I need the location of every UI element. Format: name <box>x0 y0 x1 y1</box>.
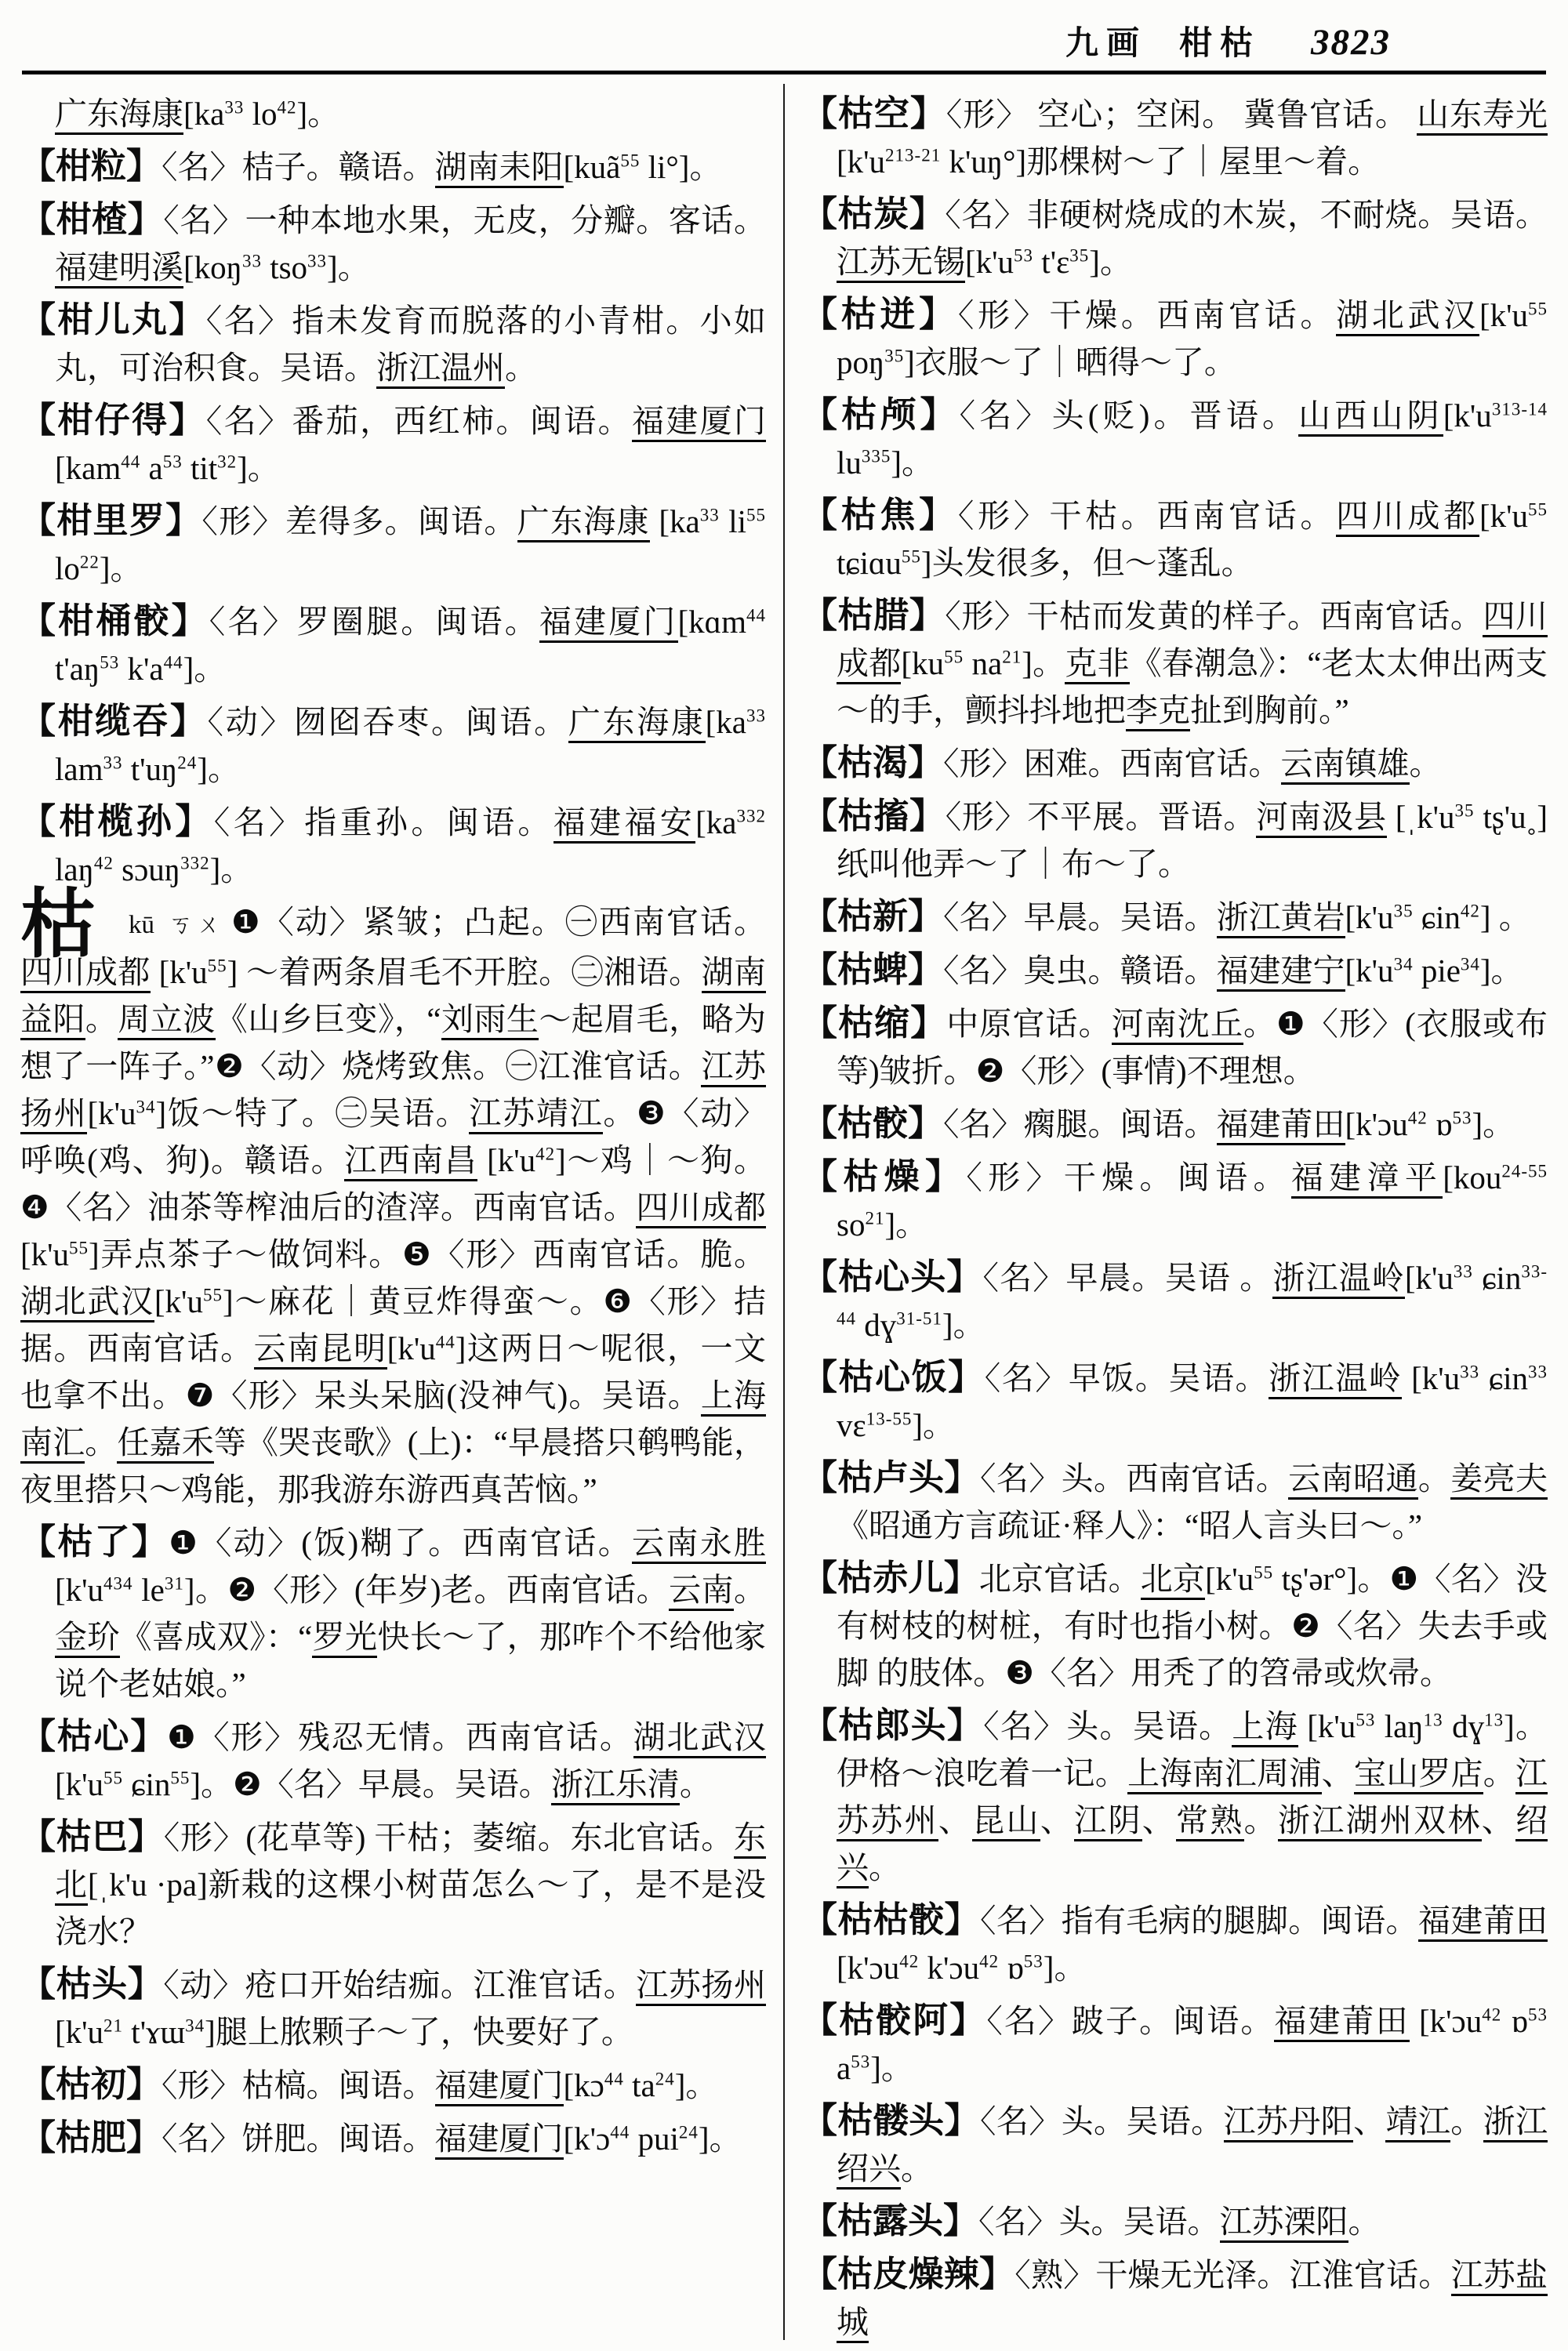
dictionary-entry <box>802 1354 1548 1449</box>
tone-superscript: 13 <box>1484 1710 1504 1730</box>
entry-headword: 【柑里罗】 <box>20 501 202 540</box>
tone-superscript: 44 <box>163 652 183 673</box>
proper-noun-underline: 刘雨生 <box>441 1001 539 1040</box>
entry-body: 〈形〉(花草等) 干枯；萎缩。东北官话。东北[ˌk'u ·pa]新栽的这棵小树苗怎么～了，是不是没浇水？ <box>55 1819 767 1950</box>
proper-noun-underline: 江苏扬州 <box>20 1048 766 1134</box>
proper-noun-underline: 云南昆明 <box>254 1330 387 1370</box>
entry-body: 〈名〉指重孙。闽语。福建福安[$ka^{332}$ laŋ$^{42}$ sɔuŋ$^{332}$]。 <box>55 804 767 887</box>
dictionary-entry <box>802 492 1548 586</box>
entry-body: 〈形〉干枯。西南官话。四川成都[$k'u^{55}$ tɕiɑu$^{55}$]头发很多，但～蓬乱。 <box>837 498 1548 581</box>
entry-headword: 【柑榄孙】 <box>20 802 214 841</box>
entry-body: ❶〈动〉紧皱；凸起。㊀西南官话。四川成都 $[k'u^{55}]$ ～着两条眉毛不开腔。㊁湘语。湖南益阳。周立波《山乡巨变》，“刘雨生～起眉毛，略为想了一阵子。”❷〈动〉烧烤致焦。㊀江淮官话。江苏扬州$[k'u^{34}]$饭～特了。㊁吴语。江苏靖江。❸〈动〉呼唤(鸡、狗)。赣语。江西南昌 $[k'u^{42}]\sim$鸡｜～狗。❹〈名〉油茶等榨油后的渣滓。西南官话。四川成都$[k'u^{55}]$弄点茶子～做饲料。❺〈形〉西南官话。脆。湖北武汉$[k'u^{55}]\sim$麻花｜黄豆炸得蛮～。❻〈形〉拮据。西南官话。云南昆明$[k'u^{44}]$这两日～呢很，一文也拿不出。❼〈形〉呆头呆脑(没神气)。吴语。上海南汇。任嘉禾等《哭丧歌》(上)：“早晨搭只鹌鸭能，夜里搭只～鸡能，那我游东游西真苦恼。” <box>20 904 767 1507</box>
dictionary-entry <box>802 90 1548 185</box>
dictionary-entry <box>20 597 766 692</box>
tone-superscript: 53 <box>1023 1951 1044 1972</box>
tone-superscript: 55 <box>1254 1562 1274 1583</box>
entry-headword: 【枯露头】 <box>802 2201 979 2240</box>
dictionary-entry <box>802 2251 1548 2346</box>
entry-body: 〈名〉罗圈腿。闽语。福建厦门[kɑm$^{44}$ $t'aŋ^{53}$ $k'a^{44}$]。 <box>55 604 767 687</box>
entry-body: 〈形〉差得多。闽语。广东海康 [$ka^{33}$ $li^{55}$ $lo^{22}$]。 <box>55 503 766 586</box>
proper-noun-underline: 江苏苏州 <box>837 1755 1548 1841</box>
tone-superscript: 33 <box>746 706 767 726</box>
entry-body: 〈名〉一种本地水果，无皮，分瓣。客话。福建明溪[koŋ$^{33}$ tso$^{33}$]。 <box>55 202 766 285</box>
entry-headword: 【枯腊】 <box>802 596 946 635</box>
entry-body: 〈名〉早晨。吴语。浙江黄岩[$k'u^{35}$ ɕin$^{42}$] 。 <box>943 899 1531 935</box>
proper-noun-underline: 四川成都 <box>837 598 1548 684</box>
entry-headword: 【柑桶骹】 <box>20 601 209 640</box>
entry-body: ❶〈形〉残忍无情。西南官话。湖北武汉[$k'u^{55}$ ɕin$^{55}$]。❷〈名〉早晨。吴语。浙江乐清。 <box>55 1719 766 1802</box>
proper-noun-underline: 浙江黄岩 <box>1217 899 1345 938</box>
tone-superscript: 33 <box>241 251 262 271</box>
dictionary-entry <box>802 1100 1548 1148</box>
tone-superscript: 44 <box>746 605 767 626</box>
entry-body: 〈名〉头。西南官话。云南昭通。姜亮夫《昭通方言疏证·释人》：“昭人言头曰～。” <box>837 1460 1548 1544</box>
tone-superscript: 42 <box>979 1951 1000 1972</box>
proper-noun-underline: 李克 <box>1126 692 1190 731</box>
column-divider <box>783 84 785 2340</box>
proper-noun-underline: 福建漳平 <box>1291 1159 1443 1199</box>
tone-superscript: 32 <box>217 452 238 472</box>
tone-superscript: 213-21 <box>885 145 942 165</box>
dictionary-entry <box>802 1000 1548 1094</box>
entry-body: 〈名〉头。吴语。上海 [$k'u^{53}$ laŋ$^{13}$ dɣ$^{13}$]。伊格～浪吃着一记。上海南汇周浦、宝山罗店。江苏苏州、昆山、江阴、常熟。浙江湖州双林、绍兴。 <box>837 1708 1548 1885</box>
stroke-section-label <box>1065 17 1261 64</box>
tone-superscript: 24 <box>655 2069 675 2089</box>
proper-noun-underline: 四川成都 <box>1336 498 1479 537</box>
entry-body: 〈名〉非硬树烧成的木炭，不耐烧。吴语。江苏无锡[$k'u^{53}$ t'ɛ$^{35}$]。 <box>837 197 1548 280</box>
main-character-entry <box>20 883 767 1513</box>
entry-headword: 【枯迸】 <box>802 295 958 334</box>
entry-body: 〈名〉早饭。吴语。浙江温岭 [$k'u^{33}$ ɕin$^{33}$ vɛ$^{13-55}$]。 <box>837 1360 1548 1443</box>
entry-headword: 【柑仔得】 <box>20 401 206 440</box>
proper-noun-underline: 周立波 <box>118 1001 215 1040</box>
entry-headword: 【枯缩】 <box>802 1003 947 1043</box>
proper-noun-underline: 江阴 <box>1074 1802 1142 1841</box>
proper-noun-underline: 福建福安 <box>554 804 695 844</box>
page-header <box>20 8 1548 67</box>
tone-superscript: 35 <box>1454 800 1475 821</box>
entry-body: 〈形〉干燥。西南官话。湖北武汉[$k'u^{55}$ poŋ$^{35}$]衣服～了｜晒得～了。 <box>837 297 1548 380</box>
tone-superscript: 42 <box>1407 1108 1428 1128</box>
proper-noun-underline: 江苏无锡 <box>837 244 965 283</box>
proper-noun-underline: 云南永胜 <box>632 1525 766 1564</box>
entry-body: 〈形〉干枯而发黄的样子。西南官话。四川成都[$ku^{55}$ $na^{21}$]。克非《春潮急》：“老太太伸出两支～的手，颤抖抖地把李克扯到胸前。” <box>837 598 1548 728</box>
entry-body: 〈形〉 空心；空闲。 冀鲁官话。 山东寿光[$k'u^{213-21}$ k'uŋ°]那棵树～了｜屋里～着。 <box>837 96 1548 180</box>
tone-superscript: 55 <box>207 956 227 976</box>
tone-superscript: 55 <box>1528 499 1548 520</box>
tone-superscript: 33-44 <box>837 1261 1548 1329</box>
tone-superscript: 24 <box>177 753 198 773</box>
entry-body: 〈形〉干燥。闽语。福建漳平[kou$^{24-55}$ $so^{21}$]。 <box>837 1159 1548 1243</box>
entry-headword: 【枯骹】 <box>802 1104 944 1143</box>
proper-noun-underline: 湖北武汉 <box>633 1719 766 1758</box>
proper-noun-underline: 福建建宁 <box>1217 952 1345 992</box>
entry-headword: 【枯炭】 <box>802 194 946 234</box>
entry-headword: 【枯心饭】 <box>802 1358 985 1397</box>
dictionary-entry <box>802 592 1548 734</box>
entry-body: 〈动〉囫囵吞枣。闽语。广东海康[$ka^{33}$ lam$^{33}$ $t'uŋ^{24}$]。 <box>55 704 767 787</box>
dictionary-entry <box>802 739 1548 787</box>
proper-noun-underline: 江西南昌 <box>344 1142 477 1181</box>
header-rule <box>22 71 1546 74</box>
entry-headword: 【枯燥】 <box>802 1157 967 1196</box>
proper-noun-underline: 绍兴 <box>837 1802 1548 1888</box>
proper-noun-underline: 上海 <box>1232 1708 1298 1747</box>
proper-noun-underline: 山东寿光 <box>1417 96 1548 136</box>
proper-noun-underline: 河南沈丘 <box>1112 1006 1243 1045</box>
entry-headword: 【枯渴】 <box>802 743 944 782</box>
proper-noun-underline: 任嘉禾 <box>117 1424 213 1464</box>
entry-body: 广东海康[$ka^{33}$ $lo^{42}$]。 <box>55 96 339 132</box>
proper-noun-underline: 江苏盐城 <box>837 2257 1548 2343</box>
entry-headword: 【枯枯骹】 <box>802 1900 980 1939</box>
dictionary-entry <box>20 1713 766 1808</box>
proper-noun-underline: 福建厦门 <box>539 604 678 643</box>
proper-noun-underline: 罗光 <box>312 1619 377 1658</box>
tone-superscript: 55 <box>170 1768 191 1788</box>
dictionary-entry <box>802 1896 1548 1991</box>
dictionary-entry <box>20 1518 766 1707</box>
dictionary-entry <box>802 190 1548 285</box>
tone-superscript: 33 <box>699 505 720 525</box>
tone-superscript: 44 <box>121 452 141 472</box>
dictionary-entry <box>802 1454 1548 1549</box>
tone-superscript: 21 <box>1002 647 1022 667</box>
proper-noun-underline: 湖南耒阳 <box>435 149 564 188</box>
entry-headword: 【柑粒】 <box>20 147 162 186</box>
entry-headword: 【枯搐】 <box>802 796 946 836</box>
dictionary-entry <box>20 143 766 190</box>
tone-superscript: 335 <box>861 446 891 466</box>
entry-headword: 【枯髅头】 <box>802 2101 980 2140</box>
entry-headword: 【枯肥】 <box>20 2118 162 2157</box>
tone-superscript: 332 <box>736 806 767 826</box>
proper-noun-underline: 云南镇雄 <box>1281 746 1410 785</box>
tone-superscript: 35 <box>1069 245 1090 266</box>
tone-superscript: 53 <box>100 652 120 673</box>
tone-superscript: 313-14 <box>1491 399 1548 419</box>
zhuyin-reading: ㄎㄨ <box>167 911 226 938</box>
tone-superscript: 55 <box>901 546 921 567</box>
entry-headword: 【枯赤儿】 <box>802 1558 979 1598</box>
proper-noun-underline: 河南汲县 <box>1256 799 1387 838</box>
tone-superscript: 53 <box>1356 1710 1376 1730</box>
proper-noun-underline: 昆山 <box>972 1802 1040 1841</box>
tone-superscript: 53 <box>1014 245 1034 266</box>
proper-noun-underline: 靖江 <box>1385 2103 1450 2142</box>
entry-headword: 【枯了】 <box>20 1522 169 1562</box>
tone-superscript: 332 <box>180 853 210 873</box>
tone-superscript: 13 <box>1423 1710 1443 1730</box>
dictionary-entry <box>20 196 766 291</box>
entry-headword: 【柑缆吞】 <box>20 702 208 741</box>
dictionary-entry <box>20 296 766 391</box>
pinyin-reading: kū <box>129 911 154 939</box>
entry-body: 〈名〉头。吴语。江苏溧阳。 <box>978 2204 1381 2243</box>
tone-superscript: 34 <box>185 2015 205 2036</box>
entry-body: 〈名〉跛子。闽语。福建莆田 [k'ɔu$^{42}$ ɒ$^{53}$ $a^{53}$]。 <box>837 2003 1548 2086</box>
entry-headword: 【枯初】 <box>20 2065 162 2104</box>
proper-noun-underline: 上海南汇 <box>20 1377 766 1464</box>
entry-headword: 【枯巴】 <box>20 1817 164 1856</box>
dictionary-entry <box>802 1702 1548 1891</box>
tone-superscript: 31 <box>164 1573 184 1594</box>
tone-superscript: 35 <box>884 346 905 366</box>
proper-noun-underline: 浙江乐清 <box>551 1766 680 1805</box>
entry-body: 〈名〉指未发育而脱落的小青柑。小如丸，可治积食。吴语。浙江温州。 <box>55 303 766 389</box>
entry-body: 〈名〉头。吴语。江苏丹阳、靖江。浙江绍兴。 <box>837 2103 1548 2190</box>
dictionary-entry <box>802 946 1548 994</box>
proper-noun-underline: 江苏溧阳 <box>1220 2204 1348 2243</box>
dictionary-entry <box>20 798 766 893</box>
proper-noun-underline: 宝山罗店 <box>1354 1755 1483 1794</box>
proper-noun-underline: 广东海康 <box>55 96 183 135</box>
dictionary-entry <box>802 1254 1548 1348</box>
entry-body: 〈名〉早晨。吴语 。浙江温岭[$k'u^{33}$ ɕin$^{33-44}$ dɣ$^{31-51}$]。 <box>837 1260 1548 1343</box>
proper-noun-underline: 四川成都 <box>636 1189 766 1228</box>
entry-body: 〈形〉困难。西南官话。云南镇雄。 <box>943 746 1442 785</box>
proper-noun-underline: 福建厦门 <box>632 403 766 442</box>
entry-body: 〈熟〉干燥无光泽。江淮官话。江苏盐城 <box>837 2257 1548 2343</box>
entry-headword: 【枯骹阿】 <box>802 2001 987 2040</box>
dictionary-entry <box>20 1813 766 1955</box>
left-column <box>20 90 766 2351</box>
entry-body: 〈名〉头(贬)。晋语。山西山阴[$k'u^{313-14}$ $lu^{335}$]。 <box>837 397 1548 481</box>
proper-noun-underline: 广东海康 <box>517 503 650 542</box>
proper-noun-underline: 云南 <box>669 1572 734 1611</box>
tone-superscript: 33 <box>224 97 245 118</box>
tone-superscript: 34 <box>136 1097 156 1117</box>
entry-body: 北京官话。北京[$k'u^{55}$ tʂ'ər°]。❶〈名〉没有树枝的树桩，有时也指小树。❷〈名〉失去手或脚 的肢体。❸〈名〉用秃了的笤帚或炊帚。 <box>837 1561 1548 1691</box>
dictionary-entry <box>802 1153 1548 1248</box>
tone-superscript: 33 <box>103 753 123 773</box>
proper-noun-underline: 湖北武汉 <box>20 1283 154 1322</box>
entry-headword: 【枯新】 <box>802 897 944 936</box>
dictionary-entry <box>802 391 1548 486</box>
tone-superscript: 53 <box>1452 1108 1472 1128</box>
dictionary-entry <box>20 497 766 592</box>
proper-noun-underline: 湖南益阳 <box>20 954 766 1040</box>
entry-body: ❶〈动〉(饭)糊了。西南官话。云南永胜 [$k'u^{434}$ $le^{31}$]。❷〈形〉(年岁)老。西南官话。云南。金玠《喜成双》：“罗光快长～了，那咋个不给他家说个老姑娘。” <box>55 1525 767 1702</box>
tone-superscript: 55 <box>944 647 964 667</box>
entry-headword: 【枯心】 <box>20 1717 168 1756</box>
entry-body: 〈动〉疮口开始结痂。江淮官话。江苏扬州[$k'u^{21}$ t'ɤɯ$^{34}$]腿上脓颗子～了，快要好了。 <box>55 1967 766 2050</box>
entry-headword: 【枯焦】 <box>802 495 958 535</box>
entry-body: 〈名〉桔子。赣语。湖南耒阳[kuã$^{55}$ li°]。 <box>162 149 721 185</box>
entry-body: 〈名〉瘸腿。闽语。福建莆田[k'ɔu$^{42}$ ɒ$^{53}$]。 <box>943 1106 1515 1142</box>
proper-noun-underline: 浙江温岭 <box>1272 1260 1404 1299</box>
proper-noun-underline: 北京 <box>1141 1561 1205 1600</box>
entry-headword: 【枯郎头】 <box>802 1706 984 1745</box>
proper-noun-underline: 江苏扬州 <box>636 1967 766 2006</box>
dictionary-entry <box>802 291 1548 386</box>
tone-superscript: 42 <box>899 1951 920 1972</box>
tone-superscript: 55 <box>620 151 641 171</box>
tone-superscript: 53 <box>1528 2005 1548 2025</box>
entry-body: 〈名〉臭虫。赣语。福建建宁[$k'u^{34}$ pie$^{34}$]。 <box>943 952 1523 989</box>
tone-superscript: 24 <box>678 2122 699 2142</box>
dictionary-entry <box>20 1961 766 2055</box>
tone-superscript: 21 <box>103 2015 124 2036</box>
tone-superscript: 55 <box>202 1285 223 1305</box>
tone-superscript: 34 <box>1460 954 1480 974</box>
entry-headword: 【枯心头】 <box>802 1257 983 1297</box>
proper-noun-underline: 浙江温岭 <box>1269 1360 1402 1399</box>
stroke-count: 九画 <box>1065 26 1147 62</box>
tone-superscript: 434 <box>103 1573 133 1594</box>
proper-noun-underline: 姜亮夫 <box>1450 1460 1548 1500</box>
continued-entry-line <box>20 90 766 137</box>
entry-headword: 【枯皮燥辣】 <box>802 2255 1015 2294</box>
tone-superscript: 42 <box>535 1144 556 1164</box>
entry-headword: 【枯颅】 <box>802 395 960 434</box>
proper-noun-underline: 浙江绍兴 <box>837 2103 1548 2190</box>
tone-superscript: 42 <box>1460 901 1480 921</box>
right-column <box>802 90 1548 2351</box>
proper-noun-underline: 福建明溪 <box>55 249 183 288</box>
entry-headword: 【枯空】 <box>802 94 946 133</box>
proper-noun-underline: 上海南汇周浦 <box>1127 1755 1321 1794</box>
proper-noun-underline: 四川成都 <box>20 954 151 993</box>
two-column-body <box>20 79 1548 2351</box>
tone-superscript: 55 <box>69 1238 89 1258</box>
proper-noun-underline: 福建厦门 <box>435 2067 564 2106</box>
tone-superscript: 44 <box>604 2069 624 2089</box>
tone-superscript: 24-55 <box>1501 1161 1548 1181</box>
dictionary-entry <box>802 1997 1548 2092</box>
dictionary-entry <box>20 397 766 492</box>
dictionary-entry <box>20 698 766 793</box>
entry-headword: 【枯头】 <box>20 1965 164 2004</box>
proper-noun-underline: 福建莆田 <box>1274 2003 1409 2042</box>
tone-superscript: 13-55 <box>866 1409 913 1429</box>
entry-character: 枯 <box>20 883 96 967</box>
dictionary-entry <box>802 1555 1548 1696</box>
proper-noun-underline: 江苏丹阳 <box>1224 2103 1354 2142</box>
dictionary-entry <box>802 793 1548 887</box>
entry-headword: 【柑儿丸】 <box>20 300 206 339</box>
proper-noun-underline: 浙江温州 <box>376 350 505 389</box>
dictionary-entry <box>802 893 1548 941</box>
entry-body: 中原官话。河南沈丘。❶〈形〉(衣服或布等)皱折。❷〈形〉(事情)不理想。 <box>837 1006 1548 1089</box>
entry-body: 〈形〉不平展。晋语。河南汲县 [$ˌk'u^{35}$ tʂ'u˳]纸叫他弄～了｜布～了。 <box>837 799 1548 882</box>
proper-noun-underline: 广东海康 <box>568 704 706 743</box>
tone-superscript: 33 <box>307 251 328 271</box>
entry-body: 〈形〉枯槁。闽语。福建厦门[kɔ$^{44}$ $ta^{24}$]。 <box>162 2067 717 2103</box>
tone-superscript: 42 <box>93 853 114 873</box>
entry-headword: 【枯蜱】 <box>802 950 944 989</box>
proper-noun-underline: 金玠 <box>55 1619 120 1658</box>
proper-noun-underline: 福建厦门 <box>435 2121 564 2160</box>
entry-body: 〈名〉指有毛病的腿脚。闽语。福建莆田[k'ɔu$^{42}$ k'ɔu$^{42}$ ɒ$^{53}$]。 <box>837 1903 1548 1986</box>
entry-body: 〈名〉饼肥。闽语。福建厦门[k'ɔ$^{44}$ pui$^{24}$]。 <box>162 2121 742 2157</box>
dictionary-entry <box>20 2114 766 2162</box>
tone-superscript: 44 <box>435 1332 456 1352</box>
tone-superscript: 33 <box>1460 1362 1480 1382</box>
tone-superscript: 22 <box>79 552 100 572</box>
tone-superscript: 53 <box>162 452 183 472</box>
proper-noun-underline: 云南昭通 <box>1288 1460 1418 1500</box>
proper-noun-underline: 东北 <box>55 1819 766 1906</box>
proper-noun-underline: 常熟 <box>1176 1802 1244 1841</box>
entry-headword: 【柑楂】 <box>20 200 164 239</box>
tone-superscript: 21 <box>865 1208 885 1228</box>
tone-superscript: 53 <box>851 2052 871 2072</box>
proper-noun-underline: 江苏靖江 <box>469 1095 603 1134</box>
proper-noun-underline: 福建莆田 <box>1418 1903 1548 1942</box>
tone-superscript: 55 <box>1528 299 1548 319</box>
proper-noun-underline: 克非 <box>1065 645 1129 684</box>
tone-superscript: 33 <box>1453 1261 1473 1282</box>
dictionary-entry <box>802 2097 1548 2192</box>
tone-superscript: 42 <box>277 97 297 118</box>
tone-superscript: 44 <box>610 2122 630 2142</box>
tone-superscript: 55 <box>103 1768 124 1788</box>
proper-noun-underline: 福建莆田 <box>1217 1106 1345 1145</box>
dictionary-entry <box>802 2197 1548 2245</box>
tone-superscript: 34 <box>1393 954 1414 974</box>
tone-superscript: 42 <box>1482 2005 1502 2025</box>
dictionary-entry <box>20 2061 766 2109</box>
entry-range: 柑枯 <box>1178 26 1261 62</box>
tone-superscript: 35 <box>1393 901 1414 921</box>
proper-noun-underline: 山西山阴 <box>1298 397 1443 437</box>
tone-superscript: 55 <box>746 505 766 525</box>
tone-superscript: 33 <box>1528 1362 1548 1382</box>
entry-headword: 【枯卢头】 <box>802 1458 980 1497</box>
tone-superscript: 31-51 <box>896 1308 942 1329</box>
page-number: 3823 <box>1311 22 1391 63</box>
entry-body: 〈名〉番茄，西红柿。闽语。福建厦门[kam$^{44}$ $a^{53}$ tit$^{32}$]。 <box>55 403 767 486</box>
proper-noun-underline: 浙江湖州双林 <box>1278 1802 1482 1841</box>
proper-noun-underline: 湖北武汉 <box>1336 297 1479 336</box>
